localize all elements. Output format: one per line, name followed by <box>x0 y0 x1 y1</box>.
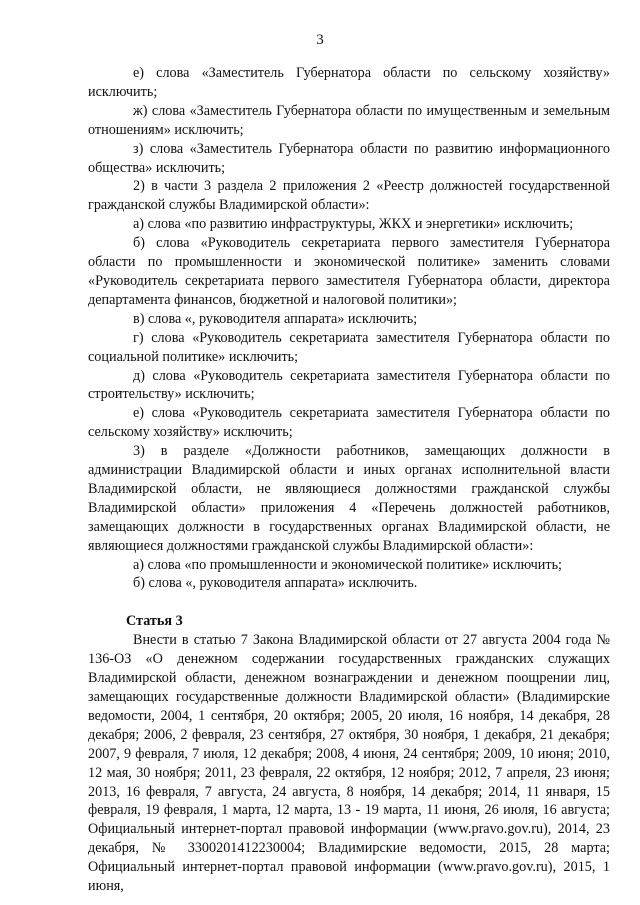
paragraph-item-b: б) слова «Руководитель секретариата первого заместителя Губернатора области по промышленности и экономической политике» заменить словами «Руководитель секретариата первого заместителя Губернатора области, директора департамента финансов, бюджетной и налоговой политики»; <box>88 235 610 308</box>
paragraph-item-g: г) слова «Руководитель секретариата заместителя Губернатора области по социальной политике» исключить; <box>88 329 610 365</box>
paragraph-point-3: 3) в разделе «Должности работников, замещающих должности в администрации Владимирской области и иных органах исполнительной власти Владимирской области, не являющиеся должностями гражданской службы Владимирской области» приложения 4 «Перечень должностей работников, замещающих должности в государственных органах Владимирской области, не являющиеся должностями гражданской службы Владимирской области»: <box>88 443 610 554</box>
document-body <box>88 64 610 896</box>
paragraph-point-2: 2) в части 3 раздела 2 приложения 2 «Реестр должностей государственной гражданской службы Владимирской области»: <box>88 178 610 214</box>
paragraph-item-a: а) слова «по развитию инфраструктуры, ЖКХ и энергетики» исключить; <box>133 216 574 233</box>
article-text: Внести в статью 7 Закона Владимирской области от 27 августа 2004 года № 136-ОЗ «О денежном содержании государственных гражданских служащих Владимирской области, денежном вознаграждении и денежном поощрении лиц, замещающих государственные должности Владимирской области» (Владимирские ведомости, 2004, 1 сентября, 20 октября; 2005, 20 июля, 16 ноября, 14 декабря, 28 декабря; 2006, 2 февраля, 23 сентября, 27 октября, 30 ноября, 1 декабря, 21 декабря; 2007, 9 февраля, 7 июля, 12 декабря; 2008, 4 июня, 24 сентября; 2009, 10 июня; 2010, 12 мая, 30 ноября; 2011, 23 февраля, 22 октября, 12 ноября; 2012, 7 апреля, 23 июня; 2013, 16 февраля, 7 августа, 24 августа, 8 ноября, 14 декабря; 2014, 11 января, 15 февраля, 19 февраля, 1 марта, 12 марта, 13 - 19 марта, 11 июня, 26 июля, 16 августа; Официальный интернет-портал правовой информации (www.pravo.gov.ru), 2014, 23 декабря, № 3300201412230004; Владимирские ведомости, 2015, 28 марта; Официальный интернет-портал правовой информации (www.pravo.gov.ru), 2015, 1 июня, <box>88 632 610 895</box>
paragraph-item-v: в) слова «, руководителя аппарата» исключить; <box>133 310 418 327</box>
paragraph-item-zh: ж) слова «Заместитель Губернатора области по имущественным и земельным отношениям» исключить; <box>88 102 610 138</box>
page-number: 3 <box>316 32 324 48</box>
paragraph-item-z: з) слова «Заместитель Губернатора области по развитию информационного общества» исключить; <box>88 140 610 176</box>
paragraph-item-d: д) слова «Руководитель секретариата заместителя Губернатора области по строительству» исключить; <box>88 367 610 403</box>
paragraph-item-e2: е) слова «Руководитель секретариата заместителя Губернатора области по сельскому хозяйству» исключить; <box>88 405 610 441</box>
paragraph-item-b2: б) слова «, руководителя аппарата» исключить. <box>133 575 418 592</box>
article-heading: Статья 3 <box>126 613 183 630</box>
paragraph-item-a2: а) слова «по промышленности и экономической политике» исключить; <box>133 556 562 573</box>
paragraph-item-e: е) слова «Заместитель Губернатора области по сельскому хозяйству» исключить; <box>88 65 610 100</box>
